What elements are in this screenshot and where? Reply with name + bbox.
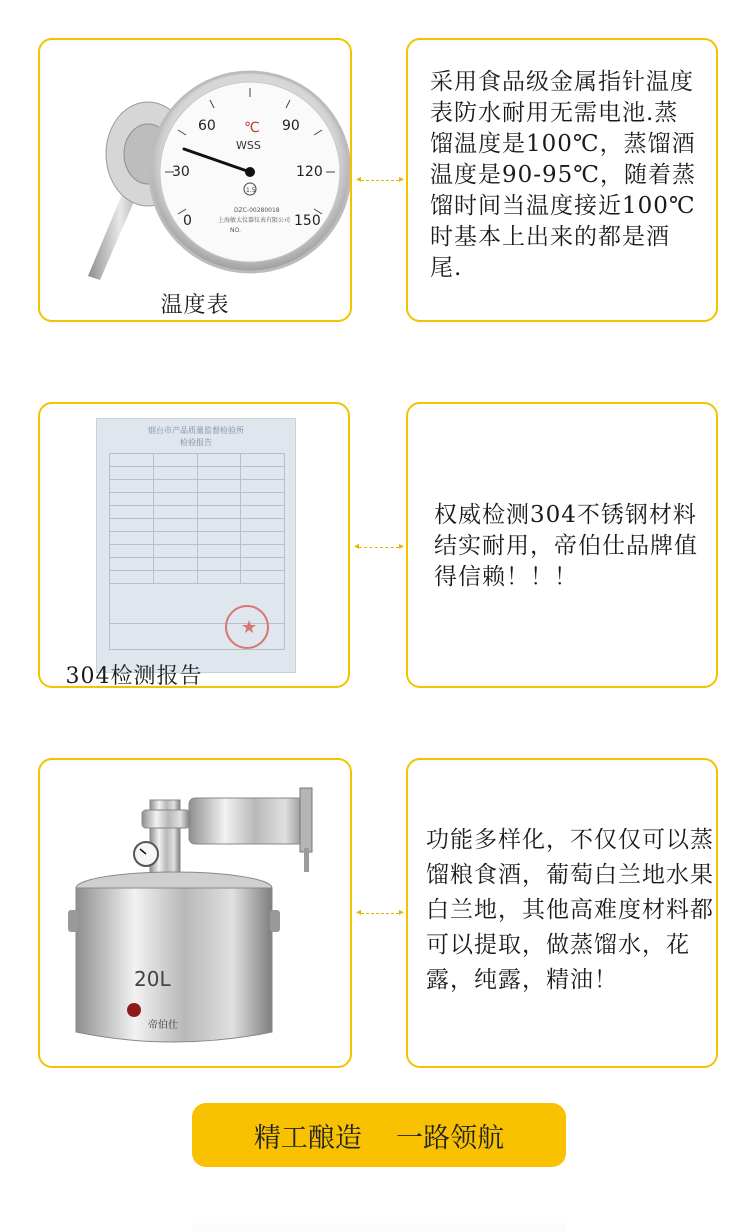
thermometer-image-card	[38, 38, 352, 322]
report-caption: 304检测报告	[65, 664, 203, 688]
connector-3: ◂ ▸	[356, 907, 404, 918]
dial-tick-120: 120	[296, 164, 323, 180]
dial-tick-0: 0	[183, 213, 192, 229]
report-title: 烟台市产品质量监督检验所	[148, 426, 244, 435]
connector-1: ◂ ▸	[356, 174, 404, 185]
dial-model: WSS	[236, 139, 261, 152]
dial-class-badge: 1.5	[246, 187, 256, 194]
report-description: 权威检测304不锈钢材料结实耐用，帝伯仕品牌值得信赖！！！	[434, 502, 698, 590]
red-stamp-icon: ★	[225, 605, 269, 649]
dial-code: DZC-00280018	[234, 207, 280, 214]
next-section-edge	[192, 1218, 566, 1232]
thermometer-description: 采用食品级金属指针温度表防水耐用无需电池.蒸馏温度是100℃，蒸馏酒温度是90-95℃，随着蒸馏时间当温度接近100℃时基本上出来的都是酒尾.	[430, 69, 697, 281]
report-subtitle: 检验报告	[180, 438, 212, 447]
dial-tick-90: 90	[282, 118, 300, 134]
inspection-report-image	[96, 418, 296, 673]
thermometer-image	[60, 54, 350, 299]
thermometer-description-card	[406, 38, 718, 322]
dial-maker: 上海敏太仪器仪表有限公司	[218, 217, 291, 224]
dial-serial: NO.	[230, 227, 241, 234]
tank-capacity-label: 20L	[134, 967, 171, 991]
distiller-description: 功能多样化，不仅仅可以蒸馏粮食酒，葡萄白兰地水果白兰地，其他高难度材料都可以提取，做蒸馏水，花露，纯露，精油！	[426, 827, 714, 993]
tank-brand: 帝伯仕	[148, 1020, 178, 1031]
distiller-image-card	[38, 758, 352, 1068]
dial-tick-60: 60	[198, 118, 216, 134]
connector-2: ◂ ▸	[354, 541, 404, 552]
dial-tick-150: 150	[294, 213, 321, 229]
slogan-banner: 精工酿造 一路领航	[192, 1103, 566, 1167]
distiller-description-card	[406, 758, 718, 1068]
dial-tick-30: 30	[172, 164, 190, 180]
report-description-card	[406, 402, 718, 688]
distiller-image	[54, 770, 344, 1060]
report-image-card	[38, 402, 350, 688]
thermometer-caption: 温度表	[160, 293, 230, 318]
dial-unit: ℃	[244, 120, 260, 136]
